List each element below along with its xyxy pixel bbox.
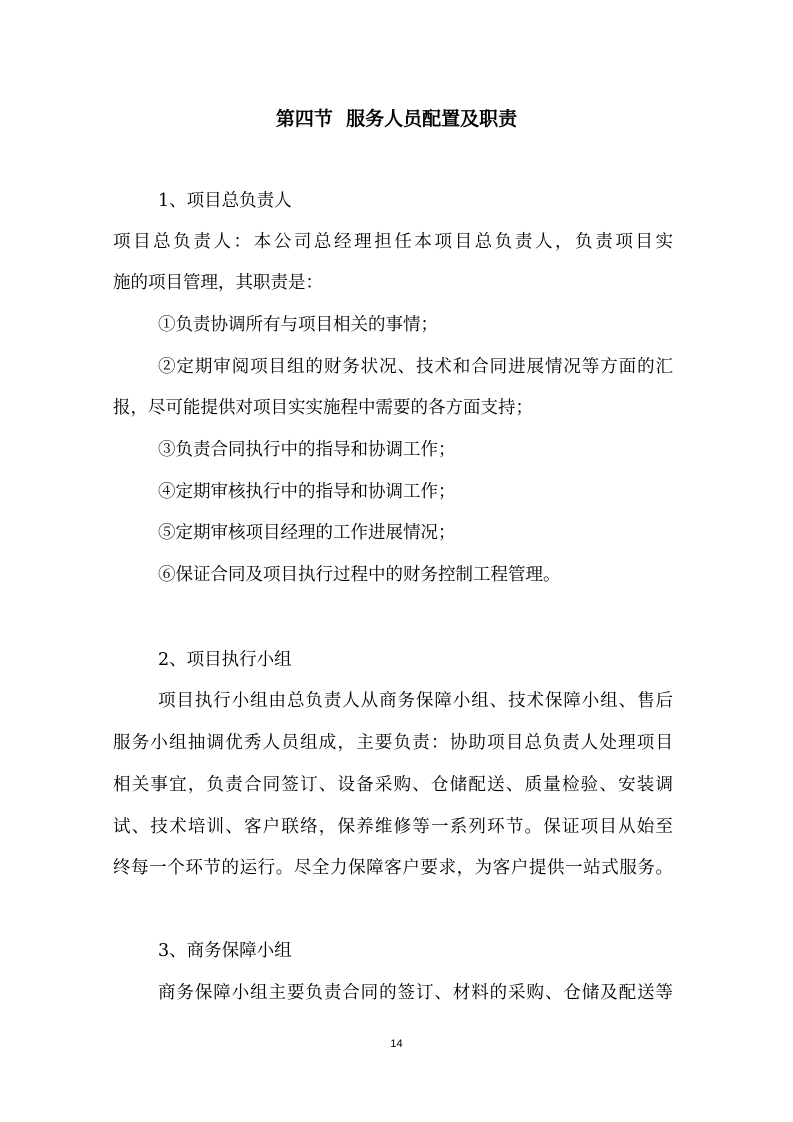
duty-item-6: ⑥保证合同及项目执行过程中的财务控制工程管理。 xyxy=(158,565,561,585)
duty-item-1: ①负责协调所有与项目相关的事情； xyxy=(158,315,438,335)
section-2-line-4: 试、技术培训、客户联络，保养维修等一系列环节。保证项目从始至 xyxy=(113,817,673,837)
duty-item-2-line-1: ②定期审阅项目组的财务状况、技术和合同进展情况等方面的汇 xyxy=(158,357,673,377)
duty-item-5: ⑤定期审核项目经理的工作进展情况； xyxy=(158,523,456,543)
section-2-line-3: 相关事宜，负责合同签订、设备采购、仓储配送、质量检验、安装调 xyxy=(113,775,673,795)
page-number: 14 xyxy=(390,1038,403,1050)
section-1-intro-line-1: 项目总负责人：本公司总经理担任本项目总负责人，负责项目实 xyxy=(113,232,673,252)
section-2-heading: 2、项目执行小组 xyxy=(158,650,292,670)
section-3-line-1: 商务保障小组主要负责合同的签订、材料的采购、仓储及配送等 xyxy=(158,983,673,1003)
section-2-line-2: 服务小组抽调优秀人员组成，主要负责：协助项目总负责人处理项目 xyxy=(113,733,673,753)
section-3-heading: 3、商务保障小组 xyxy=(158,941,292,961)
duty-item-3: ③负责合同执行中的指导和协调工作； xyxy=(158,440,456,460)
section-1-heading: 1、项目总负责人 xyxy=(158,191,292,211)
duty-item-4: ④定期审核执行中的指导和协调工作； xyxy=(158,482,456,502)
page-title: 第四节 服务人员配置及职责 xyxy=(275,108,518,130)
section-2-line-1: 项目执行小组由总负责人从商务保障小组、技术保障小组、售后 xyxy=(158,691,673,711)
section-2-line-5: 终每一个环节的运行。尽全力保障客户要求，为客户提供一站式服务。 xyxy=(113,858,673,878)
duty-item-2-line-2: 报，尽可能提供对项目实实施程中需要的各方面支持； xyxy=(113,398,533,418)
section-1-intro-line-2: 施的项目管理，其职责是： xyxy=(113,273,323,293)
